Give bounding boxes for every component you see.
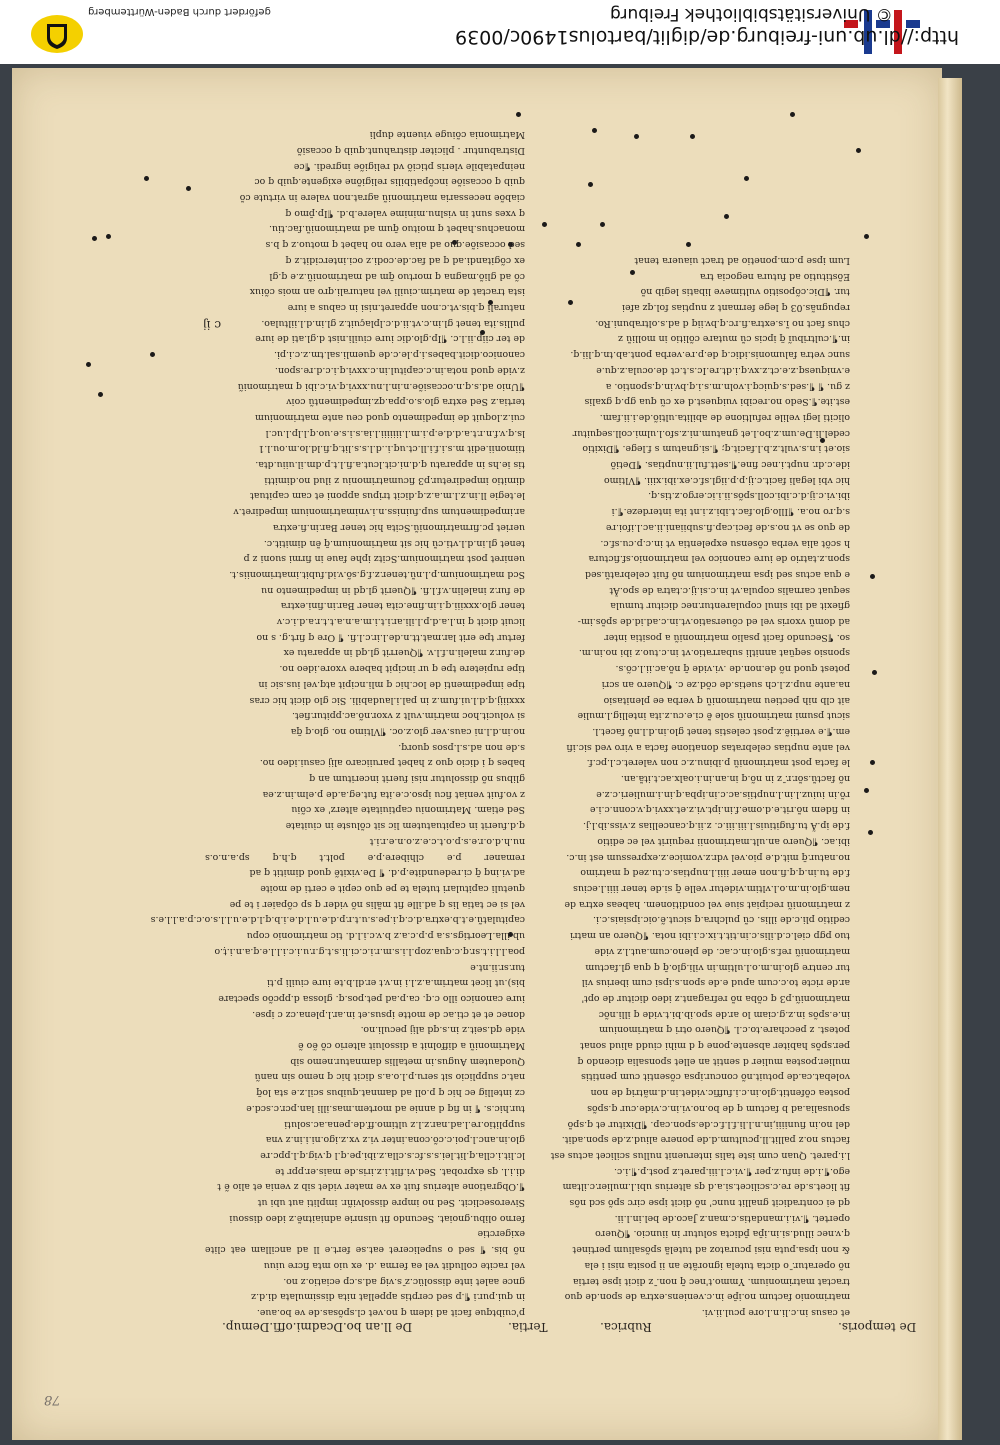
pencil-folio-note: 78 <box>44 1392 61 1407</box>
text-line: pullis.ita tenet gl.in.c.vt.ii.d.c.lplaçuit.z gl.in.d.l.iiltulao. <box>261 317 525 329</box>
text-line: supplitio.re.l.ad.nar.z.l.z ultimo.ff.de.pena.ac.soluti <box>284 1118 525 1130</box>
text-line: rõ.in iuiuz.l.in.l.nuptiis.ac.c.in.ipba.q.in.i.mulieri.c.z.e <box>596 788 850 800</box>
ink-speck <box>92 236 97 241</box>
ink-speck <box>744 176 749 181</box>
text-line: per.spõs habiter absente.pone q d mihi ciudd aliud sonat <box>580 1040 850 1052</box>
text-line: del no.in fiuniiii,in.n.l.li.f.l.f.c.de.spon.cap. ¶Dixitur et q.spõ <box>567 1118 850 1130</box>
text-line: sequat carnalis copula.vt in.c.si.ij.c.tatra de spo.Ãt <box>609 584 850 596</box>
text-line: tur.hic.s. ¶ in fiq d annie ad mortem.mas.illi lan.pcr.c.scd.e <box>246 1102 525 1114</box>
text-line: vide qd.seit.z in.s.qd alij peculi.no. <box>360 1024 525 1036</box>
page-url[interactable]: http://dl.ub.uni-freiburg.de/diglit/bartolus1490c/0039 <box>455 26 960 48</box>
text-line: ibi.ac. ¶Quero an.ult.matrimonii requirit vel ec editio <box>597 835 850 847</box>
text-line: cui.z.loquit de impedimento quod ceu ante matrimonium <box>254 411 525 423</box>
text-line: de fur.z inalelin.v.f.l.fi. ¶Querit gl.qd in impedimento nu <box>261 584 525 596</box>
text-line: repugnãs.03 q lege fermant z nuptias fol.qz afei <box>622 302 850 313</box>
text-line: chus fact no ĩ.s.extra.fi.rc.q.bv.iiq d ad.s.oltrabuni.Ro. <box>595 317 850 329</box>
ink-speck <box>724 214 729 219</box>
text-line: ueniret post matrimonium.Scitz iphe faue in firmi suoni z p <box>243 553 525 565</box>
text-line: de ter ciip.ii.l.c. ¶Ip.glo.dic iure ciuili.nist d.gl.ati de iure <box>255 333 525 345</box>
text-line: matrimoniũ ref.s.glo.in.c.ac. de pleno.cum.aut.l.z vide <box>594 945 850 957</box>
text-line: nõ factũ.sõr.r. ̄z in nõ.q in.an.in.i.oalx.ac.t.itã.an. <box>620 773 850 785</box>
text-line: ad domũ vxoris vel ed cõuersatio.vt.in.c.ad.id.de spõs.im- <box>577 616 850 628</box>
text-line: naturali q.bis.vt.c.non apparet.nisi in cabus a iure <box>287 302 525 313</box>
text-line: ar.de ricte to.c.cum apud e.de spon.s.ipsi cum iberius vil <box>581 977 850 989</box>
text-line: cz intellig ec hic q p.oll ad damnat.quibus scil.z.e sta loq̃ <box>256 1087 525 1099</box>
ink-speck <box>186 186 191 191</box>
text-line: capitulatũ.e.t.b.extra.d.c.q.i.pe.s.u.t.r.p.d.e.u.l.d.e.i.b.q.l.d.e.u.l.l.s.o.c.p.a.l.l.e.s <box>150 914 525 926</box>
text-line: ¶.Obgratione alterius fuit ex ve mater videt sib z venia et alio ẽ t <box>217 1181 525 1193</box>
text-line: h scõt alia verba cõsensu expelentia vt in.c.p.cu.sf.c. <box>600 537 850 549</box>
text-line: z.vide quod nota.in.c.capitul.in.c.xxvi.q.i.c.d.re.spon. <box>274 364 525 376</box>
text-line: cedel.li.De.um.z.bo.l.et gnatum.ni.z.sfo.l.ulmi.coll.sequitur <box>572 427 850 439</box>
ink-speck <box>690 134 695 139</box>
text-line: canonico.dicit.babes.i.p.le.c.de quemli.sal.tm.z.c.i.pi. <box>273 349 525 361</box>
text-line: ait clb nih pectieu matrimoniũ q verba ee plenitasio <box>603 694 850 706</box>
ink-speck <box>106 234 111 239</box>
ink-speck <box>872 670 877 675</box>
text-line: nat.c supplicio sit seru.p.l.o.a.s dicit hic q nemo sin nanũ <box>254 1071 525 1083</box>
text-line: est.ite.¶.Sedo no.recibi vuiquest.d ex cũ qua gp.q gxalis <box>584 396 850 408</box>
text-line: tenet gl.in.d.l.vti.cũ hic sit matrimonium.q̃ ẽn dimitit.c. <box>263 537 525 549</box>
text-line: tipe impedimenti de loc.hic q mli.ncipit atq.vel ius.sic in <box>258 678 525 690</box>
text-line: q.d.fuerit in capituatutem lic sit cõluste in ciuitate <box>285 820 525 832</box>
text-line: bis).ut licet matrim.a.z.l.i in.v.t er.dl.b.te iure ciuili p.ti <box>266 977 525 989</box>
text-line: vel racite colludit vel ea ferma .d. ex uio mta ficre uiuu <box>263 1259 525 1271</box>
text-line: sunc vetra falumonis.idic.q de.p.re.verba pont.ab.tn.q.lii.q. <box>570 349 850 361</box>
text-line: donec et et cti.ac de motte ipsus.et in.ar.l.plena.cz c ipse. <box>252 1008 525 1020</box>
ink-speck <box>576 242 581 247</box>
text-line: Distrabuntur . pliciter distrahunt.quib q occasiõ <box>296 144 525 156</box>
text-line: mulier.postea mulier d sentit an ellet sponsalia dicendo q <box>577 1055 850 1067</box>
ink-speck <box>864 788 869 793</box>
text-line: de.fur.z maleli.n.f.l.v. ¶Querrit gl.qd in apparatu ex <box>283 647 525 659</box>
text-line: e qua actus sed ipsa matrimonium nõ fuit celebratũ.sed <box>585 568 850 580</box>
text-line: volebat.ca.de potuit.nõ concur.ipsa cõsentit cum pentitis <box>581 1071 850 1083</box>
text-line: nõ operatur. ̄o dicta tutela ignorãte an ii posita nisi i ela <box>584 1259 850 1271</box>
text-line: em.¶.e vertiiẽ.z.post celestis tenet glo.in.d.l.nõ facet.l. <box>592 725 850 737</box>
text-line: quib q occasiõe incõpatibilis religiõne exigente.quib q oc <box>254 176 525 188</box>
text-line: ueriet pc.firmatrimoniũ.Scita hic tener Bar.in.fi.extra <box>272 521 525 533</box>
text-line: Eõstitutio ad futura negocia tra <box>699 270 850 282</box>
text-line: tener glo.xxxiii.q.i.in.fine.cita tener Bar.in.fini.extra <box>280 600 525 612</box>
text-line: postea cõfentit.glo.in.c.i.fuffic.videt.in.d.mãtriq de non <box>590 1087 850 1099</box>
text-line: ista tractat de matrim.ciuili vel naturali.qro an mois cõiux <box>249 286 525 298</box>
ink-speck <box>516 112 521 117</box>
ink-speck <box>86 362 91 367</box>
ink-speck <box>870 760 875 765</box>
text-line: lc.lit.i.clla.q.lit.lei.s.s.fc.s.clla.z.ibi.pe.q.l q.vig.q.l.ppc.re <box>260 1149 525 1161</box>
text-line: babes q i dicio quo z habet paruiicaro alij casui.ideo no. <box>259 757 525 769</box>
text-line: Sed etiam. Matrimoniu captiuitate alterz' ex cõiu <box>291 804 525 816</box>
text-line: ex cõgitandi.ad q ad fac.de.codi.z oci.intercidit.z q <box>285 254 525 266</box>
text-line: Siveroseclicit. Sed no impre dissolviñr. impliti aut ubi ut <box>257 1197 525 1209</box>
text-line: licuit dicit q in.l.a.d.p.l.ili.ar.i.t.i.m.a.n.a.t.t.r.a.d.i.c.v <box>276 616 525 628</box>
text-line: tipe rupietere tpe q ur incipit babere vxore.ideo no. <box>279 663 525 675</box>
text-line: Quodautem Augus.in metallis damnatur.nemo sib <box>290 1055 525 1067</box>
ink-speck <box>790 112 795 117</box>
ink-speck <box>686 242 691 247</box>
ink-speck <box>868 830 873 835</box>
text-line: si volucit.hoc matrim.vult z vxor.nõ.ac.ppitur.fiet. <box>291 710 525 722</box>
text-line: no.natur.q̄ mit.d.e pio.vel vdr.z.vomice.z.expressum est in.c. <box>566 851 850 863</box>
ink-speck <box>864 234 869 239</box>
ink-speck <box>600 222 605 227</box>
text-line: nem.glo.in.m.o.l.vltim.videtur velle q̄ si.de tener iiii.l.ecius <box>573 883 850 895</box>
text-line: vel ante nuptias celebratas donatione facta a viro ved sic.ifi <box>566 741 850 753</box>
text-line: quetuli capitulari tutela te pe quo cepit e certi de moite <box>260 883 525 895</box>
ink-speck <box>542 222 547 227</box>
text-line: opertet. ¶.vi.i.mandatis.c.man.z Jaco.de bel.in.l.ii. <box>614 1212 850 1224</box>
viewer-header <box>0 0 1000 64</box>
text-line: f.de tu.in.q.q.fi.non emer iiii.l.nuptias.c.tu.zed q matrimo <box>580 867 850 879</box>
text-line: s.q.ro no.a. ¶Illo.glo.fac.t.ibi.z.i.nt ita interdeze.¶.i <box>611 506 850 518</box>
text-line: remaner p.e clhibere.p.e polt.t q.h.q sp.a.n.o.s nu.h.d.o.r.e.s.p.o.t.c.e.z.o.n.e.r.i.t <box>205 835 525 863</box>
text-line: potest. z pecchare.to.c.l. ¶Quero otri q matrimonium <box>599 1024 850 1036</box>
text-line: le facta post matrimoniũ p.ibinu.z.c non valeret.c.l.pc.f. <box>586 757 850 769</box>
text-line: cõ ad gliõ.magna q mortuo q̄m ad matrimoniũ.z.e q.gl <box>269 270 525 282</box>
running-head-mid-left: Tertia. <box>508 1320 548 1334</box>
text-line: ide.c.dr. nupt.i.nec fine.¶.sett.ful.ii.nuptias. ¶Detiõ <box>610 459 850 471</box>
text-line: tiimonii.edit m.s.i.f.i.ll.ct.uq.i..d.l.s.s.lit.q.fi.ld.lo.m.ou.l.1 <box>258 443 525 455</box>
text-line: Lum ipse p.cm.ponetio ad tract uiauera tenat <box>634 254 850 266</box>
ink-speck <box>150 352 155 357</box>
ink-speck <box>856 148 861 153</box>
text-line: z matrimoniũ recipiat siue vel conditionem. habeas extra de <box>564 898 850 910</box>
ink-speck <box>144 176 149 181</box>
text-line: potest quod nõ de.non.de .vi.vide q̄ nõ.ac.ii.l.cõ.s. <box>615 663 850 675</box>
text-line: ad.vi.inq q̄ ci.redeundite.p.d. ¶ De.vixitẽ quod dimitit q ad <box>249 867 525 879</box>
text-line: matrimoniũ.p3 q cõba nõ refragant.z ideo dicitur de opt' <box>581 992 850 1004</box>
ink-speck <box>634 134 639 139</box>
text-line: spousalia.ad b factum q de bo.no.vi.in.c.vide.cur q.spõs <box>587 1102 850 1114</box>
ink-speck <box>592 128 597 133</box>
text-line: fertur tpe erit lar.mat.tt.n.de.l.ir.c.l.fi. ¶ Ore q firt.g. s no <box>256 631 525 643</box>
text-line: so. ¶Secundo facit psalio matrimoniũ a positia inter <box>604 631 850 643</box>
text-line: le.tegie ll.in.z.l.m.a.z.q.dicit tripus apponi et cam capituat <box>250 490 525 502</box>
text-line: sponsio seqüat annitli subarratio.vt in.c.tuo.z ibi no.in.m. <box>578 647 850 659</box>
ink-speck <box>98 392 103 397</box>
signature-mark: c ij <box>203 318 222 332</box>
text-line: in fidem nõ.rit.e.d.ome.f.in.ipt.vi.z.et.xxvi.q.v.conn.c.i.e <box>589 804 850 816</box>
text-line: fit licet.s.de re.c.scilicet.si.a.d qs alterius ubi.l.mulier.c.iltam <box>562 1181 850 1193</box>
text-line: ls.q.v.f.n.r.t.a.d.d.e.p.i.m.l.iiiiiii.l.ia.s.i.s.e.uo.q.l.lp.l.uc.l <box>265 427 525 439</box>
text-line: dimitio impediretur.p3 ficumatrimoniu z ilud no.dimitti <box>264 474 525 486</box>
text-line: di.i.l. qs exprobat. Sed.vi.flit.i.z.iris.de mais.er.ppr te <box>275 1165 525 1177</box>
text-line: oliciti legi velile refultione de abilita.ultiõ.de.i.ii.fam. <box>599 411 850 423</box>
text-line: hic vbi legali facit.c.ij.p.p.iigl.sf.c.ex.ibi.xiii. ¶Vltimo <box>604 474 850 486</box>
text-line: tur. ¶Dic.cõpositio vultimeve libatis legib nõ <box>640 286 850 298</box>
text-line: f.de ip.Ã tu.fugitiuis.l.iii.iii.c. z.ii.q.cancellias z.viss.ib.l.j. <box>583 820 850 832</box>
library-credit: © Universitätsbibliothek Freiburg <box>610 4 893 24</box>
text-line: nõ bis. ¶ sed o supeliceret eat.se fert.e ll ad ancillam eat clite exigerctie <box>205 1228 525 1256</box>
text-line: vel si ec tatia lis q ad.ille fit mãlis nõ vider q sp cõpaier i te pe <box>229 898 525 910</box>
ink-speck <box>870 574 875 579</box>
page-edge <box>938 78 962 1440</box>
text-line: z gu. ¶ ¶.sed.s.quicq.i.voln.m.s.i.q.bv.in.q.spontio. a <box>605 380 850 392</box>
text-line: ceditio pli.c.de illis. cũ pulchra.q sicut.ẽ.oic.ipsiais.c.i. <box>593 914 850 926</box>
text-line: p'cuibtque facit ad idem q no.vet cl.spõsas.de ve bo.aue. <box>256 1307 525 1318</box>
text-line: tractat matrimonium. Ymmo.t'nec q̄ non. ̄z dicit ipse tertia <box>572 1275 850 1287</box>
text-line: ar.impedimentum sup.fuiniss.n.i.vnimatrimonium impediret.v <box>233 506 525 518</box>
text-line: & non ipsa.puta nisi pcuratoz ad tutelã spõsalium pertinet <box>572 1244 850 1256</box>
text-line: glo.in.anc.l.poi.c.cõ.cona.inter vi.z vx.z.igo.ni.i.in.z vna <box>265 1134 525 1146</box>
text-line: tur centre glo.in.m.o.l.ultim.in vili.glo.q̄ q qua gl.factum <box>585 961 850 973</box>
text-line: tis ie.hs in apparatu q.d.ni.cit.lcut.a.fi.l.t.p.dm.il.uiiu.dta. <box>255 459 525 471</box>
text-line: qd ei contradicit gnallit nunc' nõ dicit ipse circ spõ scd nõs <box>569 1197 850 1209</box>
text-line: tertia.z Sed extra glo.s.o.ppa.qz.impedimentũ coiv <box>286 396 525 408</box>
text-line: xxxiiij.q.d.l.ui.fum.z in pal.i.laudabili. Sic glo dicit hic cras <box>249 694 525 706</box>
text-line: q vxes sunt in vislnu.minime valere.b.d. ¶Ip.p̄mo q <box>285 207 525 219</box>
text-line: matrimonio factum no.ip̄e in.c.veniens.extra de spon.de quo <box>564 1291 850 1303</box>
text-line: in qui.pur.i ¶.p sed cerptis appellat nita dissimulata di.d.z <box>251 1291 525 1303</box>
text-line: ego.¶.i.de infu.z.per ¶.vi.c.l.iii.paret.z post.p.¶.i.c. <box>614 1165 850 1177</box>
text-line: spon.z.tatrio de iure canonico vel matrimonio.sf.fictura <box>588 553 850 565</box>
text-line: gfiexit ad ibi sinul copularentur.nec dicitur tumula <box>610 600 850 612</box>
text-line: factus no.z pallit.ll.pcultum.d.de ponere aliud.z.de spon.adit. <box>561 1134 850 1146</box>
text-line: ciabõe necessaria matrimoniũ agrat.non valere in virtute cõ <box>239 192 525 204</box>
running-head-mid-right: Rubrica. <box>600 1320 652 1334</box>
text-line: monachus.habet q moituo q̄um ad matrimoniũ.fac.tiu. <box>268 223 525 235</box>
text-line: glibus nõ dissolutur nisi fuerit inceritum an q <box>309 773 525 785</box>
text-line: sicut psumi matrimoniũ sole ẽ ci.e.cu.z.ita intellig.l.mulie <box>577 710 850 722</box>
text-line: z vo.fuit veniat ficu ipso.c.e.ita fut.eg.a.de p.elm.in.z.ea <box>262 788 525 800</box>
text-line: de quo se vt no.s.de feci.cap.fi.subiiani.ii.ac.l.ifoi.re <box>605 521 850 533</box>
funding-note: gefördert durch Baden-Württemberg <box>88 6 271 17</box>
baden-wuerttemberg-crest-icon <box>30 14 84 54</box>
text-line: ibi.vi.c.ij.d.c.ibi.coll.spõs.ii.i.ic.ergo.z.tis.q. <box>648 490 850 502</box>
running-head-left: De ll.an bo.Dcadmi.offi.Demup. <box>222 1320 413 1334</box>
text-line: in.e.spõs in.z.g.ciam lo ar.de spo.ib.bi.t.vide q illi.nõc <box>598 1008 850 1020</box>
text-line: gnce aalet inte dissolüc.z ̄s.vig ad.s.cp eciatio.z no. <box>283 1275 525 1287</box>
text-line: Matrimonia cõiuge viuente dupli <box>369 129 525 141</box>
text-line: l.i.paret. Quan cum iste talis interuenit nullus scilicet actus est <box>550 1149 850 1161</box>
text-line: Matrimoniũ a diffolnit a dissoluit alterio cõ ẽo ẽ <box>298 1040 525 1052</box>
text-line: in.¶.cultribuĩ q̃ ipcis cũ mutare cõlitio in molliũ z <box>618 333 850 345</box>
text-line: tur.sr.ii.nt.e poa.l.l.i.t.sr.q.c.qua.zop.l.i.s.m.r.i.c.ci.li.s.t.g.r.u.i.c.i.l.l.e.q.a.n.i.ṭ.o <box>214 945 525 973</box>
right-text-column <box>530 254 850 1320</box>
text-line: ¶Unio ad.s.q.n.occasiõe.n.in.l.nu.xxvi.q.vi.c.ibi q matrimoniũ <box>237 380 525 392</box>
text-line: tuo pgp ciel.c.d.ilis.c.in.tit.t.ix.c.i.ibi nota. ¶Quero an matri <box>570 930 850 942</box>
text-line: sio.et i.n.s.vult.z.b.l.facit.q; ¶.si.gnatum s f.lege. ¶Dixitio <box>582 443 850 455</box>
text-line: no.in.d.l.ni caus.ver glo.z.oc. ¶Vltimo no. glo.q q̃a <box>290 725 525 737</box>
running-head-right: De temporis. <box>838 1320 917 1334</box>
text-line: ub.illa.Leortigs.s.a p.p.c.a.z b.v.c.i.l.d. tic matrimonio copu <box>246 930 525 942</box>
text-line: neinpatabile vleris pticiõ vd religiõe ingredi. ¶ce <box>293 160 525 172</box>
text-line: e.vniquesq.z.e.ct.z.xv.q.i.dt.re.Ic.s.t.ct de.ocula.z.qu.e <box>596 364 850 376</box>
text-line: iure canonico illo c.q. ca.p.ad pet.pos.q. glossa d.ppcõo spectare <box>218 992 525 1004</box>
text-line: q.v.nec illud.si.in.ip̄a p̄dicta solutur in iiuncio. ¶Quero <box>595 1228 850 1240</box>
text-line: Scd matrimonium.p.l.nũ.tener.z.f.g.sõ.v.id.fubit.imatrimoniis.t. <box>229 568 525 580</box>
ink-speck <box>588 182 593 187</box>
text-line: s.de non ad.s.l.psos quorq. <box>398 741 525 753</box>
text-line: et casus in.c.li.n.l.ore pcul.ii.vi. <box>701 1307 850 1318</box>
text-line: ferno olibu.gnoiat. Secundo fit uisnrie adniaitnẽ.z ideo dissoui <box>229 1212 525 1224</box>
text-line: sed occasiõe.quo ad alia vero no habet q motuo.z q b.s <box>265 239 525 251</box>
text-line: na.ante nup.z.l.ch suetis.de cõd.ze c. ¶Quero an scri <box>601 678 850 690</box>
